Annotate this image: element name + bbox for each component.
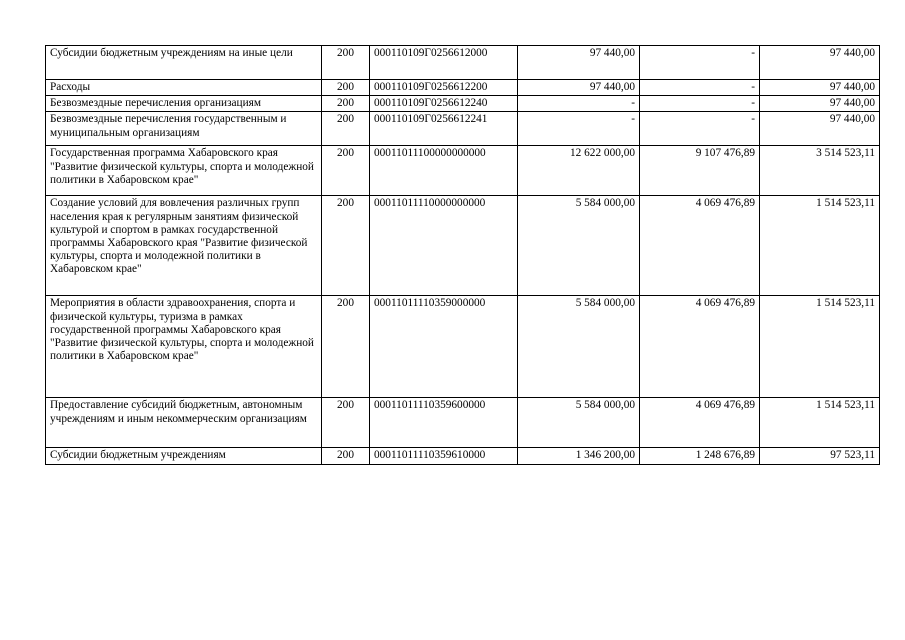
remaining-amount-cell: 1 514 523,11 xyxy=(760,196,880,296)
remaining-amount-cell: 1 514 523,11 xyxy=(760,296,880,398)
admin-code-cell: 200 xyxy=(322,96,370,112)
executed-amount-cell: 4 069 476,89 xyxy=(640,196,760,296)
budget-execution-table xyxy=(45,45,880,465)
expense-name-cell: Предоставление субсидий бюджетным, автономным учреждениям и иным некоммерческим организациям xyxy=(46,398,322,448)
classification-code-cell: 000110109Г0256612200 xyxy=(370,80,518,96)
expense-name-cell: Безвозмездные перечисления государственным и муниципальным организациям xyxy=(46,112,322,146)
classification-code-cell: 00011011110359610000 xyxy=(370,448,518,464)
executed-amount-cell: - xyxy=(640,96,760,112)
approved-amount-cell: 12 622 000,00 xyxy=(518,146,640,196)
table-row xyxy=(46,46,880,80)
expense-name-cell: Государственная программа Хабаровского края "Развитие физической культуры, спорта и молодежной политики в Хабаровском крае" xyxy=(46,146,322,196)
executed-amount-cell: - xyxy=(640,112,760,146)
table-body xyxy=(46,46,880,465)
approved-amount-cell: - xyxy=(518,96,640,112)
remaining-amount-cell: 97 440,00 xyxy=(760,112,880,146)
admin-code-cell: 200 xyxy=(322,46,370,80)
executed-amount-cell: - xyxy=(640,80,760,96)
remaining-amount-cell: 97 523,11 xyxy=(760,448,880,464)
table-row xyxy=(46,112,880,146)
remaining-amount-cell: 1 514 523,11 xyxy=(760,398,880,448)
admin-code-cell: 200 xyxy=(322,80,370,96)
remaining-amount-cell: 97 440,00 xyxy=(760,96,880,112)
table-row xyxy=(46,80,880,96)
expense-name-cell: Безвозмездные перечисления организациям xyxy=(46,96,322,112)
classification-code-cell: 000110109Г0256612000 xyxy=(370,46,518,80)
expense-name-cell: Мероприятия в области здравоохранения, спорта и физической культуры, туризма в рамках государственной программы Хабаровского края "Развитие физической культуры, спорта и молодежной политики в Хабаровском крае" xyxy=(46,296,322,398)
classification-code-cell: 00011011110359000000 xyxy=(370,296,518,398)
remaining-amount-cell: 3 514 523,11 xyxy=(760,146,880,196)
admin-code-cell: 200 xyxy=(322,196,370,296)
classification-code-cell: 00011011110000000000 xyxy=(370,196,518,296)
table-row xyxy=(46,196,880,296)
expense-name-cell: Создание условий для вовлечения различных групп населения края к регулярным занятиям физической культурой и спортом в рамках государственной программы Хабаровского края "Развитие физической культуры, спорта и молодежной политики в Хабаровском крае" xyxy=(46,196,322,296)
classification-code-cell: 00011011110359600000 xyxy=(370,398,518,448)
table-row xyxy=(46,146,880,196)
executed-amount-cell: - xyxy=(640,46,760,80)
table-row xyxy=(46,398,880,448)
table-row xyxy=(46,448,880,464)
admin-code-cell: 200 xyxy=(322,146,370,196)
executed-amount-cell: 4 069 476,89 xyxy=(640,296,760,398)
classification-code-cell: 000110109Г0256612240 xyxy=(370,96,518,112)
approved-amount-cell: 5 584 000,00 xyxy=(518,398,640,448)
expense-name-cell: Субсидии бюджетным учреждениям на иные цели xyxy=(46,46,322,80)
approved-amount-cell: 5 584 000,00 xyxy=(518,296,640,398)
approved-amount-cell: 1 346 200,00 xyxy=(518,448,640,464)
classification-code-cell: 00011011100000000000 xyxy=(370,146,518,196)
admin-code-cell: 200 xyxy=(322,112,370,146)
executed-amount-cell: 4 069 476,89 xyxy=(640,398,760,448)
approved-amount-cell: 97 440,00 xyxy=(518,46,640,80)
remaining-amount-cell: 97 440,00 xyxy=(760,46,880,80)
admin-code-cell: 200 xyxy=(322,398,370,448)
table-row xyxy=(46,296,880,398)
executed-amount-cell: 1 248 676,89 xyxy=(640,448,760,464)
classification-code-cell: 000110109Г0256612241 xyxy=(370,112,518,146)
remaining-amount-cell: 97 440,00 xyxy=(760,80,880,96)
approved-amount-cell: - xyxy=(518,112,640,146)
executed-amount-cell: 9 107 476,89 xyxy=(640,146,760,196)
approved-amount-cell: 97 440,00 xyxy=(518,80,640,96)
expense-name-cell: Субсидии бюджетным учреждениям xyxy=(46,448,322,464)
admin-code-cell: 200 xyxy=(322,296,370,398)
approved-amount-cell: 5 584 000,00 xyxy=(518,196,640,296)
expense-name-cell: Расходы xyxy=(46,80,322,96)
table-row xyxy=(46,96,880,112)
admin-code-cell: 200 xyxy=(322,448,370,464)
